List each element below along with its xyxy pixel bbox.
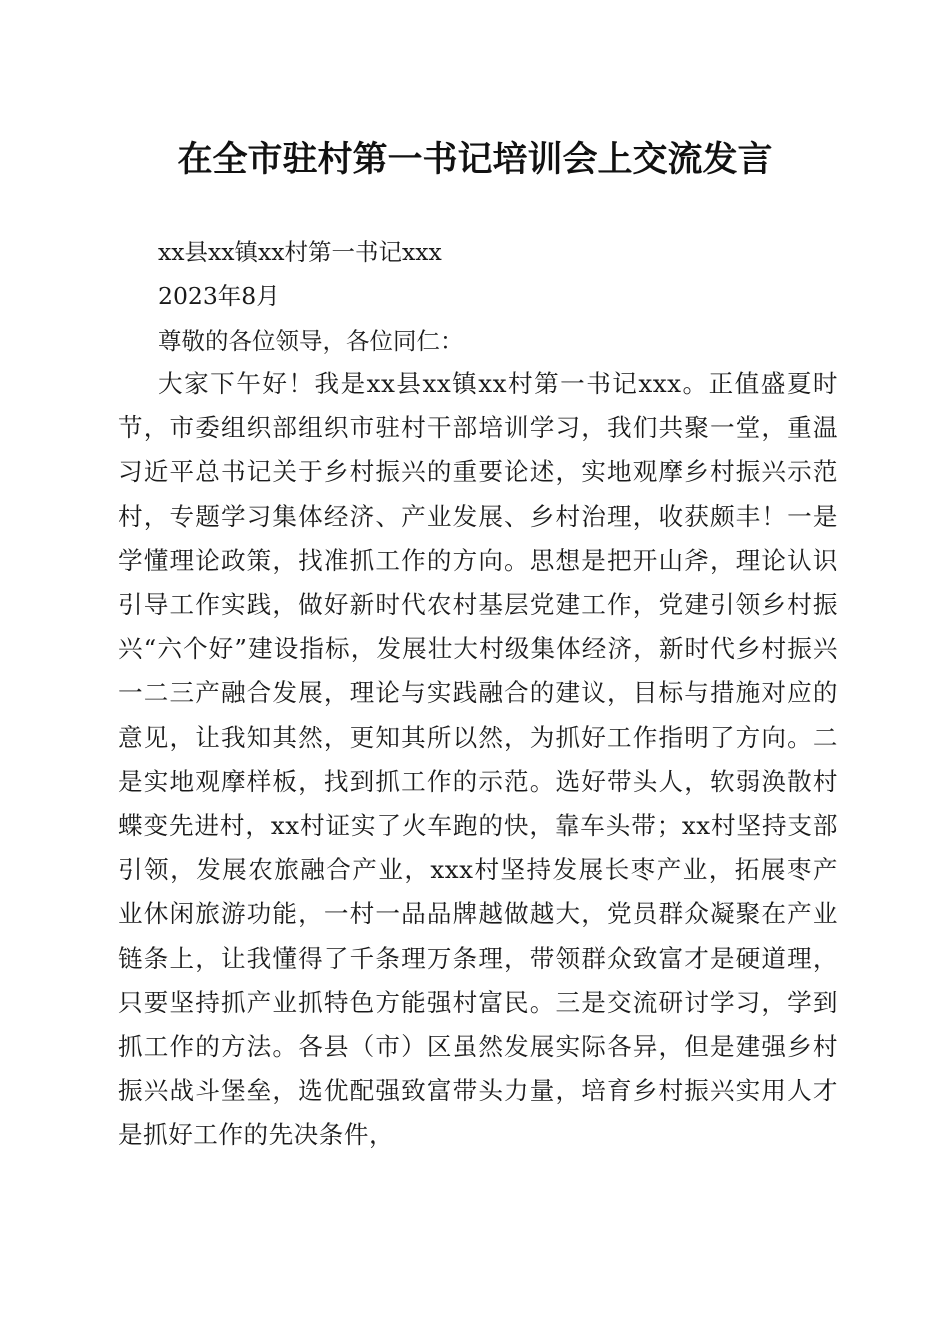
document-title: 在全市驻村第一书记培训会上交流发言 — [177, 139, 773, 180]
date-line: 2023年8月 — [158, 282, 280, 310]
salutation: 尊敬的各位领导，各位同仁： — [158, 327, 464, 355]
body-paragraph: 大家下午好！我是xx县xx镇xx村第一书记xxx。正值盛夏时节，市委组织部组织市驻村干部培训学习，我们共聚一堂，重温习近平总书记关于乡村振兴的重要论述，实地观摩乡村振兴示范村，专题学习集体经济、产业发展、乡村治理，收获颇丰！一是学懂理论政策，找准抓工作的方向。思想是把开山斧，理论认识引导工作实践，做好新时代农村基层党建工作，党建引领乡村振兴“六个好”建设指标，发展壮大村级集体经济，新时代乡村振兴一二三产融合发展，理论与实践融合的建议，目标与措施对应的意见，让我知其然，更知其所以然，为抓好工作指明了方向。二是实地观摩样板，找到抓工作的示范。选好带头人，软弱涣散村蝶变先进村，xx村证实了火车跑的快，靠车头带；xx村坚持支部引领，发展农旅融合产业，xxx村坚持发展长枣产业，拓展枣产业休闲旅游功能，一村一品品牌越做越大，党员群众凝聚在产业链条上，让我懂得了千条理万条理，带领群众致富才是硬道理，只要坚持抓产业抓特色方能强村富民。三是交流研讨学习，学到抓工作的方法。各县（市）区虽然发展实际各异，但是建强乡村振兴战斗堡垒，选优配强致富带头力量，培育乡村振兴实用人才是抓好工作的先决条件， — [118, 369, 838, 1150]
author-line: xx县xx镇xx村第一书记xxx — [158, 238, 442, 266]
